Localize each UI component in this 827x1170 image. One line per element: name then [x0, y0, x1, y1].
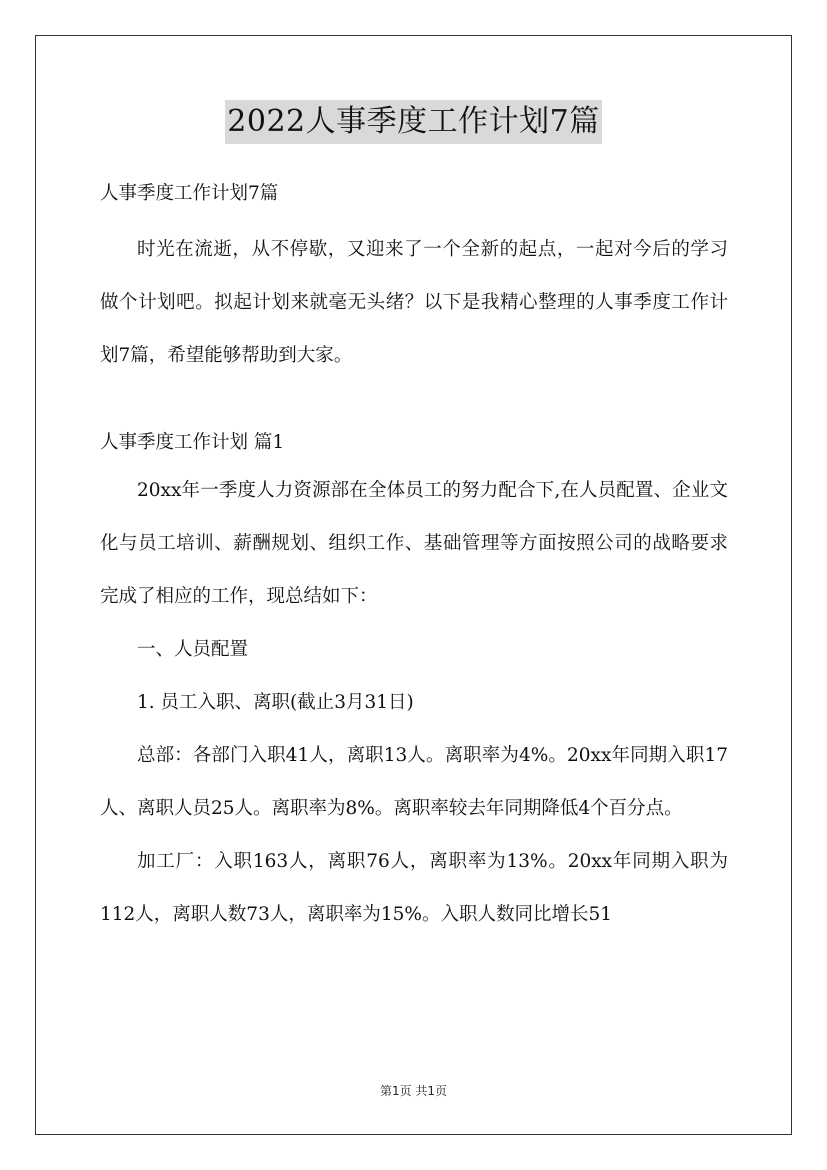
intro-paragraph: 时光在流逝，从不停歇，又迎来了一个全新的起点，一起对今后的学习做个计划吧。拟起计划来就毫无头绪？以下是我精心整理的人事季度工作计划7篇，希望能够帮助到大家。: [100, 239, 728, 366]
spacer: [100, 382, 728, 418]
section-title: 人事季度工作计划 篇1: [100, 432, 285, 453]
page-footer: 第1页 共1页: [379, 1084, 448, 1098]
paragraph-headquarters: 总部：各部门入职41人，离职13人。离职率为4%。20xx年同期入职17人、离职人员25人。离职率为8%。离职率较去年同期降低4个百分点。: [100, 745, 728, 819]
heading-entry-exit: 1. 员工入职、离职(截止3月31日): [137, 692, 414, 713]
paragraph-summary: 20xx年一季度人力资源部在全体员工的努力配合下,在人员配置、企业文化与员工培训、薪酬规划、组织工作、基础管理等方面按照公司的战略要求完成了相应的工作，现总结如下：: [100, 480, 728, 607]
document-subtitle: 人事季度工作计划7篇: [100, 183, 279, 204]
document-body: [100, 175, 728, 941]
paragraph-factory: 加工厂：入职163人，离职76人，离职率为13%。20xx年同期入职为112人，离职人数73人，离职率为15%。入职人数同比增长51: [100, 851, 728, 925]
title-container: [0, 100, 827, 144]
document-title: 2022人事季度工作计划7篇: [225, 100, 601, 144]
heading-staffing: 一、人员配置: [137, 639, 249, 660]
